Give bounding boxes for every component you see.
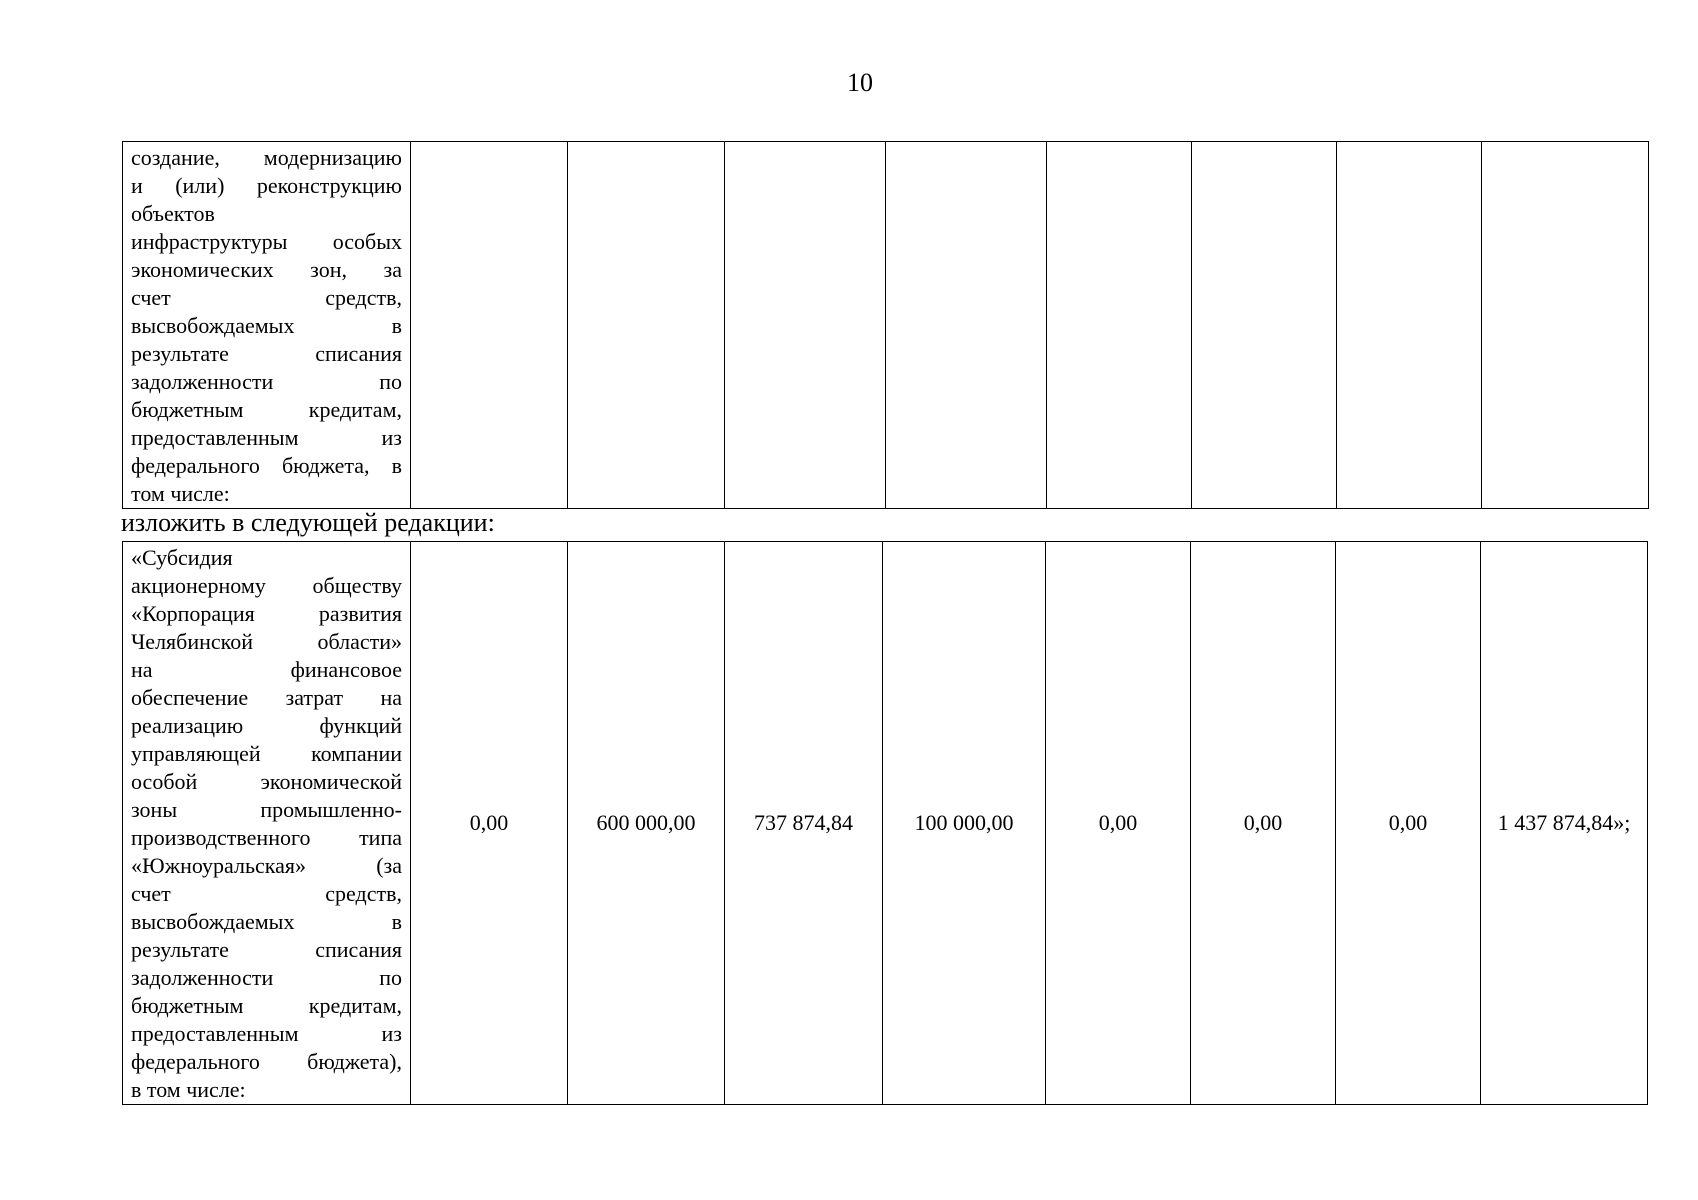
value-cell: 0,00 [411, 542, 568, 1105]
text-line: производственного типа [131, 825, 402, 850]
table-row [123, 142, 1649, 509]
empty-cell [1192, 142, 1337, 509]
text-line: акционерному обществу [131, 573, 402, 598]
value-cell: 0,00 [1046, 542, 1191, 1105]
page-number: 10 [847, 68, 873, 97]
text-line: «Корпорация развития [131, 601, 402, 626]
empty-cell [1482, 142, 1649, 509]
text-line: инфраструктуры особых [131, 229, 402, 254]
empty-cell [886, 142, 1047, 509]
text-line: счет средств, [131, 285, 402, 310]
text-line: федерального бюджета), [131, 1049, 402, 1074]
text-line: и (или) реконструкцию [131, 173, 402, 198]
text-line: предоставленным из [131, 1021, 402, 1046]
text-line: «Субсидия [131, 545, 233, 570]
text-line: предоставленным из [131, 425, 402, 450]
text-line: высвобождаемых в [131, 909, 402, 934]
original-row-table [122, 141, 1649, 509]
value-cell: 737 874,84 [725, 542, 883, 1105]
text-line: результате списания [131, 937, 402, 962]
text-line: бюджетным кредитам, [131, 397, 402, 422]
text-line: зоны промышленно- [131, 797, 402, 822]
value-cell: 600 000,00 [568, 542, 725, 1105]
text-line: бюджетным кредитам, [131, 993, 402, 1018]
text-line: высвобождаемых в [131, 313, 402, 338]
text-line: счет средств, [131, 881, 402, 906]
value-cell: 0,00 [1336, 542, 1481, 1105]
empty-cell [568, 142, 725, 509]
text-line: на финансовое [131, 657, 402, 682]
value-cell: 1 437 874,84»; [1481, 542, 1648, 1105]
empty-cell [1047, 142, 1192, 509]
text-line: федерального бюджета, в [131, 453, 402, 478]
empty-cell [725, 142, 886, 509]
text-line: реализацию функций [131, 713, 402, 738]
text-line: создание, модернизацию [131, 145, 402, 170]
value-cell: 100 000,00 [883, 542, 1046, 1105]
table-row [123, 542, 1648, 1105]
text-line: задолженности по [131, 369, 402, 394]
text-line: Челябинской области» [131, 629, 402, 654]
row-name-cell [123, 142, 411, 509]
text-line: объектов [131, 201, 215, 226]
instruction-text: изложить в следующей редакции: [121, 508, 495, 537]
text-line: экономических зон, за [131, 257, 402, 282]
text-line: задолженности по [131, 965, 402, 990]
row-name-cell [123, 542, 411, 1105]
value-cell: 0,00 [1191, 542, 1336, 1105]
empty-cell [411, 142, 568, 509]
empty-cell [1337, 142, 1482, 509]
text-line: особой экономической [131, 769, 402, 794]
text-line: том числе: [131, 481, 230, 506]
text-line: «Южноуральская» (за [131, 853, 402, 878]
text-line: в том числе: [131, 1077, 246, 1102]
text-line: управляющей компании [131, 741, 402, 766]
text-line: результате списания [131, 341, 402, 366]
text-line: обеспечение затрат на [131, 685, 402, 710]
new-row-table [122, 541, 1648, 1105]
